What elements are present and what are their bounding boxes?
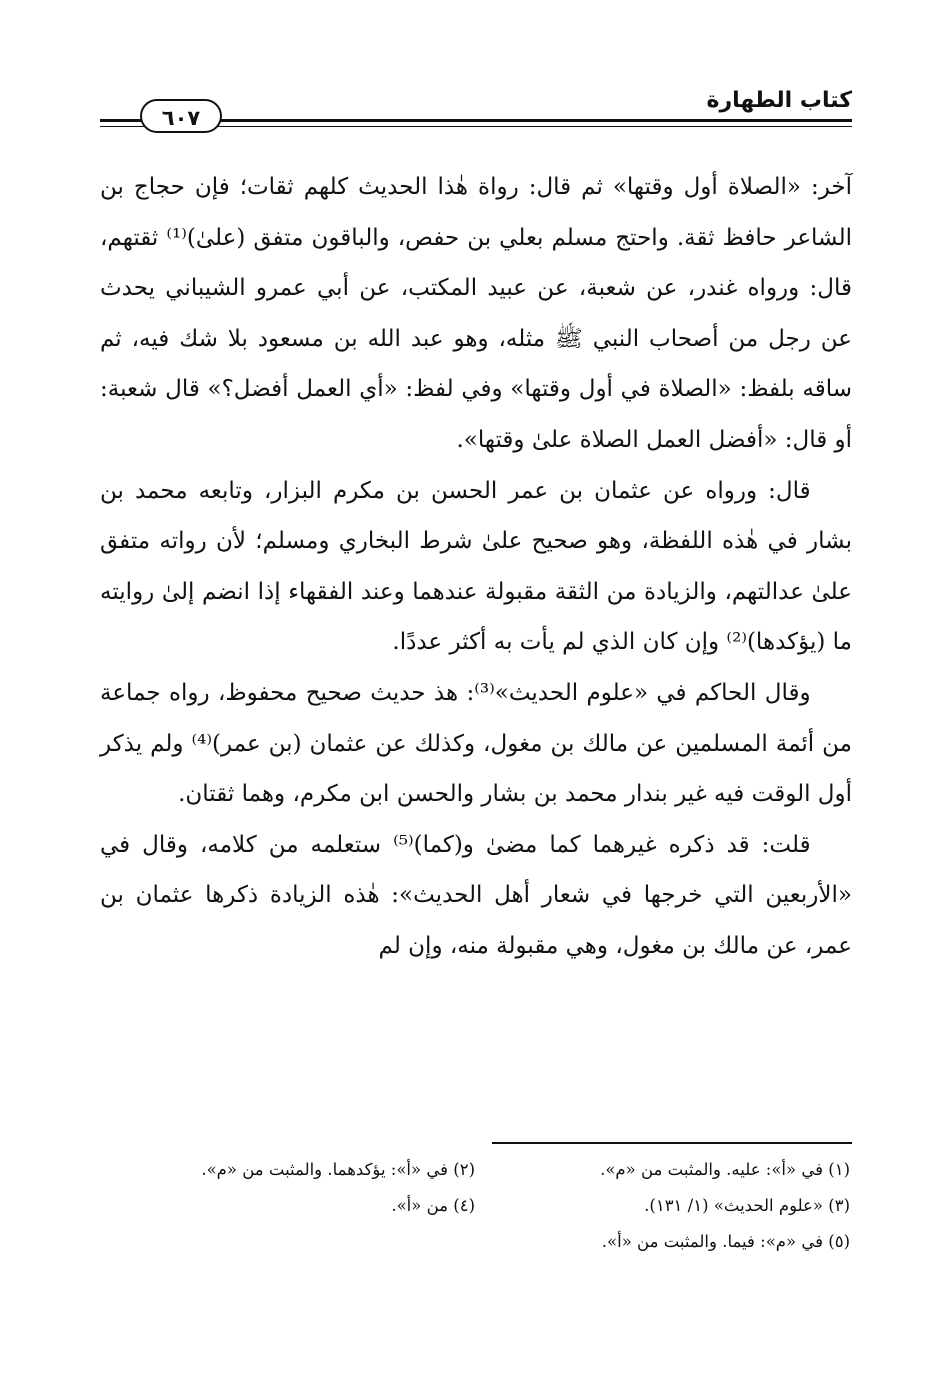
footnotes xyxy=(100,1152,850,1260)
page-number: ٦٠٧ xyxy=(140,99,222,133)
paragraph: آخر: «الصلاة أول وقتها» ثم قال: رواة هٰذا الحديث كلهم ثقات؛ فإن حجاج بن الشاعر حافظ ثقة. واحتج مسلم بعلي بن حفص، والباقون متفق (علىٰ)⁽¹⁾ ثقتهم، قال: ورواه غندر، عن شعبة، عن عبيد المكتب، عن أبي عمرو الشيباني يحدث عن رجل من أصحاب النبي ﷺ مثله، وهو عبد الله بن مسعود بلا شك فيه، ثم ساقه بلفظ: «الصلاة في أول وقتها» وفي لفظ: «أي العمل أفضل؟» قال شعبة: أو قال: «أفضل العمل الصلاة علىٰ وقتها». xyxy=(100,174,852,453)
footnote-row xyxy=(100,1188,850,1224)
paragraph: وقال الحاكم في «علوم الحديث»⁽³⁾: هذ حديث صحيح محفوظ، رواه جماعة من أئمة المسلمين عن مالك بن مغول، وكذلك عن عثمان (بن عمر)⁽⁴⁾ ولم يذكر أول الوقت فيه غير بندار محمد بن بشار والحسن ابن مكرم، وهما ثقتان. xyxy=(100,679,852,808)
footnote-row xyxy=(100,1152,850,1188)
footnote-2: (٢) في «أ»: يؤكدهما. والمثبت من «م». xyxy=(201,1160,475,1179)
paragraph: قلت: قد ذكره غيرهما كما مضىٰ و(كما)⁽⁵⁾ ستعلمه من كلامه، وقال في «الأربعين التي خرجها في شعار أهل الحديث»: هٰذه الزيادة ذكرها عثمان بن عمر، عن مالك بن مغول، وهي مقبولة منه، وإن لم xyxy=(100,831,852,959)
running-title: كتاب الطهارة xyxy=(706,88,852,113)
footnote-4: (٤) من «أ». xyxy=(391,1196,475,1215)
main-text xyxy=(100,162,852,972)
footnote-separator xyxy=(492,1142,852,1144)
footnote-3: (٣) «علوم الحديث» (١/ ١٣١). xyxy=(644,1196,850,1215)
footnote-5: (٥) في «م»: فيما. والمثبت من «أ». xyxy=(601,1232,850,1251)
paragraph: قال: ورواه عن عثمان بن عمر الحسن بن مكرم البزار، وتابعه محمد بن بشار في هٰذه اللفظة، وهو صحيح علىٰ شرط البخاري ومسلم؛ لأن رواته متفق علىٰ عدالتهم، والزيادة من الثقة مقبولة عندهما وعند الفقهاء إذا انضم إلىٰ روايته ما (يؤكدها)⁽²⁾ وإن كان الذي لم يأت به أكثر عددًا. xyxy=(100,477,852,656)
page-header xyxy=(100,86,852,136)
footnote-1: (١) في «أ»: عليه. والمثبت من «م». xyxy=(600,1160,850,1179)
footnote-row xyxy=(100,1224,850,1260)
